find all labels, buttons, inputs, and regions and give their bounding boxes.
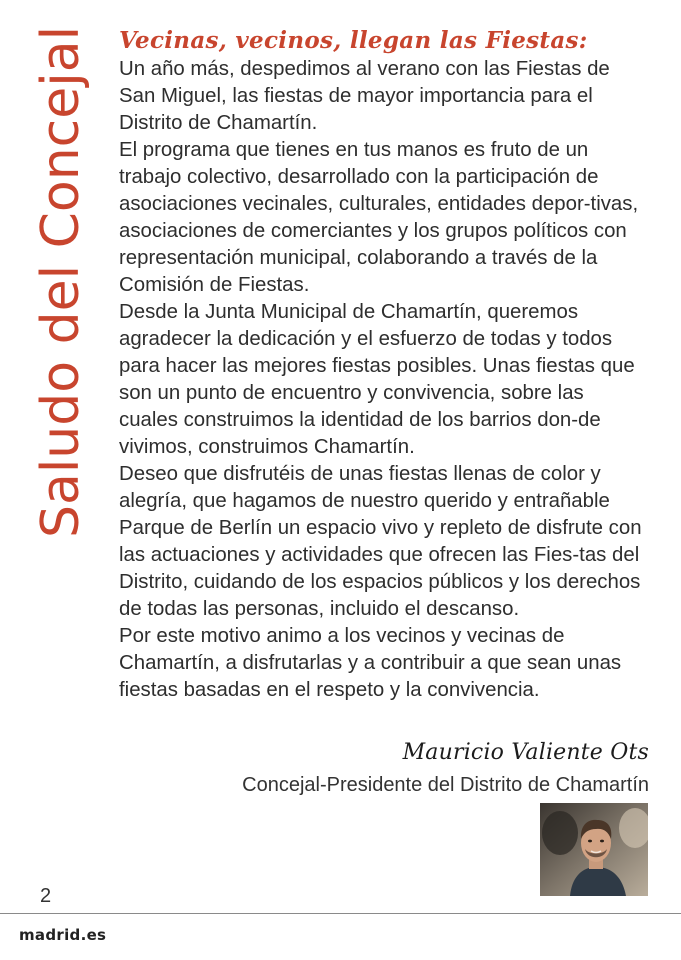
- page-number: 2: [40, 885, 52, 907]
- section-title: Saludo del Concejal: [31, 25, 91, 539]
- signature-name: Mauricio Valiente Ots: [402, 740, 649, 765]
- footer-brand: madrid.es: [19, 926, 107, 944]
- councillor-portrait-photo: [540, 803, 648, 896]
- signature-position: Concejal-Presidente del Distrito de Chamartín: [242, 774, 649, 796]
- paragraph-2: El programa que tienes en tus manos es fruto de un trabajo colectivo, desarrollado con la participación de asociaciones vecinales, culturales, entidades depor-tivas, asociaciones de comerciantes y los grupos políticos con representación municipal, colaborando a través de la Comisión de Fiestas.: [119, 139, 639, 296]
- paragraph-1: Un año más, despedimos al verano con las Fiestas de San Miguel, las fiestas de mayor importancia para el Distrito de Chamartín.: [119, 58, 610, 134]
- letter-body: [119, 26, 645, 704]
- portrait-image: [540, 803, 648, 896]
- letter-heading: Vecinas, vecinos, llegan las Fiestas:: [119, 27, 588, 54]
- paragraph-4: Deseo que disfrutéis de unas fiestas llenas de color y alegría, que hagamos de nuestro querido y entrañable Parque de Berlín un espacio vivo y repleto de disfrute con las actuaciones y actividades que ofrecen las Fies-tas del Distrito, cuidando de los espacios públicos y los derechos de todas las personas, incluido el descanso.: [119, 463, 642, 620]
- footer-divider: [0, 913, 681, 914]
- paragraph-5: Por este motivo animo a los vecinos y vecinas de Chamartín, a disfrutarlas y a contribuir a que sean unas fiestas basadas en el respeto y la convivencia.: [119, 625, 622, 701]
- section-title-vertical: [28, 25, 94, 539]
- paragraph-3: Desde la Junta Municipal de Chamartín, queremos agradecer la dedicación y el esfuerzo de todas y todos para hacer las mejores fiestas posibles. Unas fiestas que son un punto de encuentro y convivencia, sobre las cuales construimos la identidad de los barrios don-de vivimos, construimos Chamartín.: [119, 301, 635, 458]
